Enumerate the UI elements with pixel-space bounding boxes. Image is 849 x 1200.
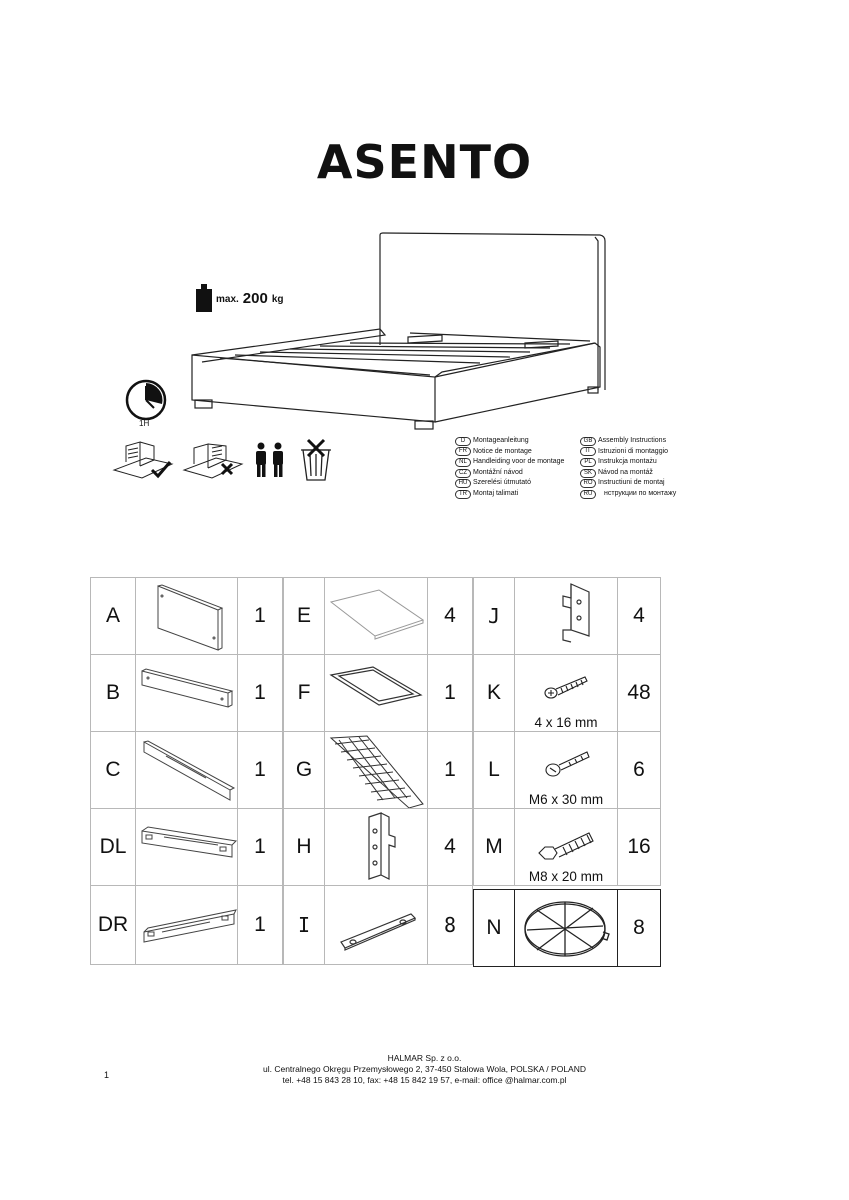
part-letter: N	[473, 889, 515, 967]
rail-dr-icon	[136, 886, 239, 966]
part-qty: 1	[427, 731, 473, 809]
max-load-label	[216, 290, 284, 307]
language-code: SK	[580, 469, 596, 478]
bracket-j-icon	[515, 578, 619, 656]
language-item	[580, 457, 676, 468]
part-qty: 1	[237, 808, 283, 886]
language-code: NL	[455, 458, 471, 467]
language-text: Návod na montáž	[598, 468, 653, 476]
part-letter: C	[90, 731, 136, 809]
part-qty: 48	[617, 654, 661, 732]
language-text: Instructiuni de montaj	[598, 479, 665, 487]
part-letter: J	[473, 577, 515, 655]
bed-illustration	[180, 225, 620, 435]
part-qty: 1	[237, 885, 283, 965]
part-a-image	[135, 577, 238, 655]
language-item	[455, 489, 564, 500]
language-text: Assembly Instructions	[598, 437, 667, 444]
language-list-left	[455, 436, 564, 500]
language-item	[455, 478, 564, 489]
part-size: 4 x 16 mm	[534, 715, 598, 730]
part-letter: M	[473, 808, 515, 886]
part-n-image	[514, 889, 618, 967]
language-text: Szerelési útmutató	[473, 479, 531, 487]
language-item	[455, 457, 564, 468]
part-c-image	[135, 731, 238, 809]
language-text: Instrukcja montażu	[598, 458, 657, 466]
language-code: HU	[455, 479, 471, 488]
bolt-m-icon	[515, 809, 619, 867]
language-code: D	[455, 437, 471, 446]
part-dl-image	[135, 808, 238, 886]
rail-dl-icon	[136, 809, 239, 887]
language-text: Montaj talimati	[473, 489, 519, 497]
language-text: Istruzioni di montaggio	[598, 447, 669, 455]
language-code: IT	[580, 447, 596, 456]
bracket-h-icon	[325, 809, 429, 887]
page-number: 1	[104, 1070, 110, 1080]
language-item	[580, 468, 676, 479]
footer-company: HALMAR Sp. z o.o.	[387, 1053, 462, 1063]
part-letter: G	[283, 731, 325, 809]
part-size: M8 x 20 mm	[528, 869, 604, 884]
screw-k-icon	[515, 655, 619, 713]
part-i-image	[324, 885, 428, 965]
two-people-icon	[252, 442, 288, 478]
slat-grid-g-icon	[325, 732, 429, 810]
time-label: 1H	[139, 419, 150, 428]
open-box-wrong-icon	[182, 440, 244, 480]
weight-icon	[194, 284, 214, 312]
max-load-prefix: max.	[216, 294, 239, 305]
max-load-unit: kg	[271, 294, 284, 305]
language-list-right	[580, 436, 676, 500]
part-e-image	[324, 577, 428, 655]
language-text: Notice de montage	[473, 447, 532, 455]
part-qty: 16	[617, 808, 661, 886]
language-text: Handleiding voor de montage	[473, 458, 565, 466]
part-letter: F	[283, 654, 325, 732]
part-qty: 8	[427, 885, 473, 965]
document-title: ASENTO	[316, 135, 533, 189]
rail-c-icon	[136, 732, 239, 810]
part-l-image	[514, 731, 618, 809]
language-item	[580, 436, 676, 447]
part-qty: 4	[427, 577, 473, 655]
language-item	[580, 489, 676, 500]
language-item	[580, 447, 676, 458]
part-g-image	[324, 731, 428, 809]
part-m-image	[514, 808, 618, 886]
part-letter: K	[473, 654, 515, 732]
part-qty: 4	[617, 577, 661, 655]
part-qty: 1	[237, 577, 283, 655]
clock-icon	[124, 378, 168, 422]
language-code: TR	[455, 490, 471, 499]
glide-n-icon	[515, 890, 619, 968]
part-h-image	[324, 808, 428, 886]
part-f-image	[324, 654, 428, 732]
part-j-image	[514, 577, 618, 655]
language-code: FR	[455, 447, 471, 456]
bolt-l-icon	[515, 732, 619, 790]
frame-f-icon	[325, 655, 429, 733]
footer	[0, 1053, 849, 1086]
part-letter: A	[90, 577, 136, 655]
part-letter: I	[283, 885, 325, 965]
language-text: Montageanleitung	[473, 437, 529, 444]
language-item	[580, 478, 676, 489]
plate-i-icon	[325, 886, 429, 966]
part-dr-image	[135, 885, 238, 965]
language-item	[455, 468, 564, 479]
part-letter: L	[473, 731, 515, 809]
language-text: Montážní návod	[473, 468, 523, 476]
part-qty: 1	[427, 654, 473, 732]
part-qty: 4	[427, 808, 473, 886]
part-letter: E	[283, 577, 325, 655]
rail-b-icon	[136, 655, 239, 733]
part-qty: 1	[237, 654, 283, 732]
no-trash-icon	[298, 436, 334, 482]
part-qty: 1	[237, 731, 283, 809]
panel-a-icon	[136, 578, 239, 656]
language-item	[455, 447, 564, 458]
part-size: M6 x 30 mm	[528, 792, 604, 807]
part-qty: 8	[617, 889, 661, 967]
footer-address: ul. Centralnego Okręgu Przemysłowego 2, 37-450 Stalowa Wola, POLSKA / POLAND	[262, 1064, 586, 1074]
part-letter: DR	[90, 885, 136, 965]
language-code: PL	[580, 458, 596, 467]
board-e-icon	[325, 578, 429, 656]
language-text: нструкции по монтажу	[604, 489, 677, 497]
footer-contact: tel. +48 15 843 28 10, fax: +48 15 842 19 57, e-mail: office @halmar.com.pl	[282, 1075, 567, 1085]
part-qty: 6	[617, 731, 661, 809]
language-code: RO	[580, 479, 596, 488]
language-item	[455, 436, 564, 447]
part-letter: B	[90, 654, 136, 732]
open-box-correct-icon	[112, 440, 174, 480]
part-b-image	[135, 654, 238, 732]
max-load-value: 200	[242, 290, 268, 307]
part-letter: DL	[90, 808, 136, 886]
language-code: GB	[580, 437, 596, 446]
language-code: RU	[580, 490, 596, 499]
part-k-image	[514, 654, 618, 732]
part-letter: H	[283, 808, 325, 886]
language-code: CZ	[455, 469, 471, 478]
